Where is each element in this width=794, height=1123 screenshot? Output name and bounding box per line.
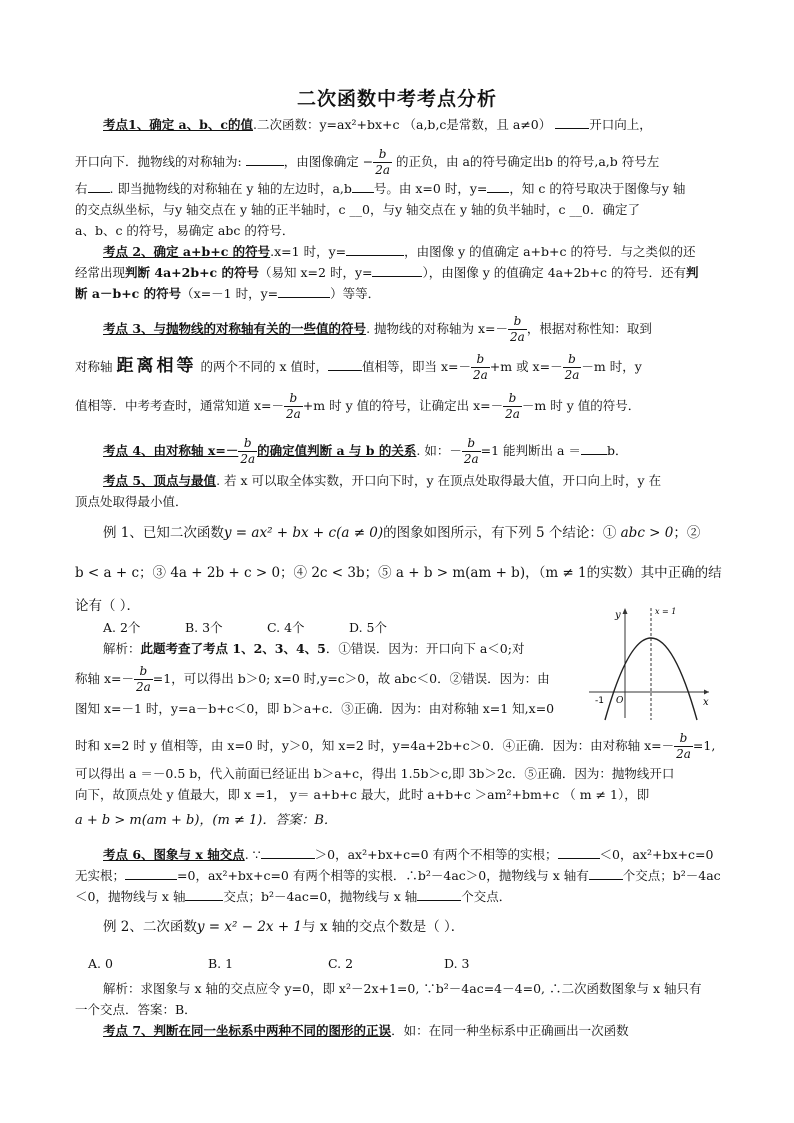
k1-text: .二次函数：y=ax²+bx+c （a,b,c是常数，且 a≠0）: [253, 117, 552, 132]
text: 右: [75, 181, 88, 196]
math: y = x² − 2x + 1: [196, 919, 303, 935]
text: ．①错误．因为：开口向下 a＜0;对: [325, 641, 525, 656]
math: abc > 0: [620, 525, 674, 541]
blank: [278, 285, 330, 298]
text: 值相等．中考考查时，通常知道 x=－: [75, 398, 284, 413]
frac-num: b: [373, 147, 392, 163]
text-bold: 判断 4a+2b+c 的符号: [125, 265, 260, 280]
k6-heading: 考点 6、图象与 x 轴交点: [103, 847, 245, 862]
k1-line5: a、b、c 的符号，易确定 abc 的符号．: [75, 223, 295, 238]
text: ；②: [673, 525, 701, 541]
ex2-line1: [103, 918, 725, 936]
fraction-b-2a: [238, 436, 257, 467]
blank: [328, 358, 362, 371]
blank: [558, 846, 600, 859]
text: =1,: [692, 738, 716, 753]
text: 对称轴: [75, 359, 113, 374]
text: =0，ax²+bx+c=0 有两个相等的实根．∴b²－4ac＞0，抛物线与 x 轴有: [177, 868, 589, 883]
k1-line4: 的交点纵坐标，与y 轴交点在 y 轴的正半轴时，c __0，与y 轴交点在 y 轴的负半轴时，c __0．确定了: [75, 202, 640, 217]
option-b: B. 1: [208, 956, 234, 971]
blank: [352, 180, 374, 193]
blank: [261, 846, 315, 859]
text: ＜0，抛物线与 x 轴: [75, 889, 186, 904]
x-axis-arrow: [704, 690, 709, 695]
blank: [589, 867, 623, 880]
k3-line2: [75, 352, 725, 383]
frac-den: 2a: [510, 330, 525, 344]
frac-num: b: [674, 731, 693, 747]
y-axis-arrow: [623, 608, 628, 614]
k4-heading2: 的确定值判断 a 与 b 的关系: [257, 443, 417, 458]
text: ＞0，ax²+bx+c=0 有两个不相等的实根；: [314, 847, 558, 862]
text: ，由图像确定: [283, 154, 359, 169]
k5-line2: 顶点处取得最小值．: [75, 494, 188, 509]
frac-num: b: [503, 391, 522, 407]
option-d: D. 3: [444, 956, 470, 971]
frac-den: 2a: [240, 452, 256, 466]
k6-line1: [103, 846, 725, 864]
option-c: C. 4个: [267, 620, 305, 635]
option-d: D. 5个: [349, 620, 387, 635]
fraction-b-2a: [373, 147, 392, 178]
text: . 即当抛物线的对称轴在 y 轴的左边时，a,b: [109, 181, 352, 196]
k6-line3: [75, 888, 725, 906]
k4-line1: [103, 436, 725, 467]
option-c: C. 2: [328, 956, 354, 971]
text: +m 或 x=－: [489, 359, 563, 374]
text-bold: 判: [686, 265, 699, 280]
frac-den: 2a: [676, 747, 691, 761]
graph-minus1-label: -1: [595, 696, 604, 706]
frac-den: 2a: [463, 452, 479, 466]
blank: [246, 153, 284, 166]
fraction-b-2a: [503, 391, 522, 422]
frac-num: b: [462, 436, 481, 452]
text: 个交点；b²－4ac: [622, 868, 721, 883]
jx-line6: 向下，故顶点处 y 值最大，即 x =1， y＝ a+b+c 最大，此时 a+b+c ＞am²+bm+c （ m ≠ 1），即: [75, 787, 650, 802]
k2-line2: [75, 264, 725, 282]
frac-num: b: [563, 352, 582, 368]
fraction-b-2a: [462, 436, 481, 467]
k5-heading: 考点 5、顶点与最值: [103, 473, 217, 488]
k1-line3: [75, 180, 725, 198]
text: （易知 x=2 时，y=: [259, 265, 373, 280]
k3-wide-text: 距离相等: [116, 356, 197, 376]
frac-den: 2a: [375, 163, 390, 177]
text: 的两个不同的 x 值时，: [200, 359, 328, 374]
fraction-b-2a: [284, 391, 303, 422]
graph-origin-label: O: [616, 696, 624, 706]
text: 交点；b²－4ac=0，抛物线与 x 轴: [223, 889, 418, 904]
frac-den: 2a: [564, 368, 580, 382]
k3-line1: [103, 314, 725, 345]
ex2-options: [88, 955, 738, 973]
frac-den: 2a: [286, 407, 301, 421]
k2-line3: [75, 285, 725, 303]
text: ）等等．: [330, 286, 381, 301]
text: 例 2、二次函数: [103, 919, 197, 935]
text: . ∵: [244, 847, 261, 862]
graph-x-label: x: [703, 697, 709, 708]
text: ，知 c 的符号取决于图像与y 轴: [509, 181, 686, 196]
text: 开口向下．抛物线的对称轴为:: [75, 154, 242, 169]
blank: [372, 264, 422, 277]
text: 经常出现: [75, 265, 126, 280]
k2-heading: 考点 2、确定 a+b+c 的符号: [103, 244, 271, 259]
frac-num: b: [134, 664, 153, 680]
blank: [125, 867, 177, 880]
frac-num: b: [471, 352, 490, 368]
text: 个交点．: [461, 889, 512, 904]
graph-x1-label: x = 1: [655, 607, 677, 616]
text: 与 x 轴的交点个数是（ ）．: [302, 919, 465, 935]
k1-line1: [103, 116, 725, 134]
ex1-line1: [103, 524, 725, 542]
k7-line1: [103, 1022, 725, 1040]
fraction-b-2a: [471, 352, 490, 383]
jx-line7: a + b > m(am + b)，(m ≠ 1)．答案：B．: [75, 813, 337, 828]
text: －m 时，y: [581, 359, 642, 374]
text: . 若 x 可以取全体实数，开口向下时，y 在顶点处取得最大值，开口向上时，y 在: [216, 473, 662, 488]
jx-line4: [75, 731, 725, 762]
parabola-graph: [585, 604, 717, 722]
fraction-b-2a: [563, 352, 582, 383]
math: y = ax² + bx + c(a ≠ 0): [223, 525, 384, 541]
frac-num: b: [508, 314, 527, 330]
option-b: B. 3个: [185, 620, 223, 635]
text: =1，可以得出 b＞0; x=0 时,y=c＞0，故 abc＜0．②错误．因为：由: [152, 671, 550, 686]
k1-line2: [75, 147, 725, 178]
frac-minus: −: [362, 154, 374, 169]
ex1-line3: 论有（ ）．: [75, 598, 141, 614]
k3-heading: 考点 3、与抛物线的对称轴有关的一些值的符号: [103, 321, 367, 336]
k6-line2: [75, 867, 725, 885]
fraction-b-2a: [674, 731, 693, 762]
text: =1 能判断出 a ＝: [480, 443, 581, 458]
blank: [346, 243, 404, 256]
page-title: 二次函数中考考点分析: [296, 88, 497, 110]
text-bold: 此题考查了考点 1、2、3、4、5: [140, 641, 326, 656]
frac-num: b: [238, 436, 257, 452]
text: ），由图像 y 的值确定 4a+2b+c 的符号．还有: [422, 265, 686, 280]
k1-tail: 开口向上，: [589, 117, 652, 132]
text: 的图象如图所示，有下列 5 个结论：①: [383, 525, 617, 541]
text: 的正负，由 a的符号确定出b 的符号,a,b 符号左: [395, 154, 660, 169]
text: 解析：: [103, 641, 141, 656]
k5-line1: [103, 472, 725, 490]
text: 值相等，即当 x=－: [361, 359, 471, 374]
frac-den: 2a: [136, 680, 151, 694]
k4-heading: 考点 4、由对称轴 x=－: [103, 443, 239, 458]
text: （x=－1 时，y=: [181, 286, 279, 301]
blank: [555, 116, 589, 129]
text: . 抛物线的对称轴为 x=－: [366, 321, 509, 336]
k7-heading: 考点 7、判断在同一坐标系中两种不同的图形的正误: [103, 1023, 392, 1038]
k3-line3: [75, 391, 725, 422]
text: b．: [606, 443, 628, 458]
k2-line1: [103, 243, 725, 261]
option-a: A. 2个: [103, 620, 141, 635]
blank: [487, 180, 509, 193]
option-a: A. 0: [88, 956, 113, 971]
fraction-b-2a: [508, 314, 527, 345]
ex2-analysis2: 一个交点．答案：B．: [75, 1002, 197, 1017]
text: ，由图像 y 的值确定 a+b+c 的符号．与之类似的还: [404, 244, 696, 259]
text: 称轴 x=－: [75, 671, 134, 686]
text: ，根据对称性知：取到: [526, 321, 652, 336]
ex1-line2: b < a + c；③ 4a + 2b + c > 0；④ 2c < 3b；⑤ a + b > m(am + b)，（m ≠ 1的实数）其中正确的结: [75, 565, 722, 581]
text: 无实根；: [75, 868, 126, 883]
blank: [581, 442, 607, 455]
blank: [417, 888, 461, 901]
jx-line5: 可以得出 a ＝－0.5 b，代入前面已经证出 b＞a+c，得出 1.5b＞c,即 3b＞2c．⑤正确．因为：抛物线开口: [75, 766, 675, 781]
text: .x=1 时，y=: [270, 244, 347, 259]
jx-line3: 图知 x=－1 时，y=a－b+c＜0，即 b＞a+c．③正确．因为：由对称轴 x=1 知,x=0: [75, 701, 555, 716]
graph-y-label: y: [615, 610, 621, 621]
blank: [185, 888, 223, 901]
text: . 如：－: [416, 443, 462, 458]
text: +m 时 y 值的符号，让确定出 x=－: [302, 398, 504, 413]
frac-den: 2a: [472, 368, 488, 382]
blank: [88, 180, 110, 193]
text-bold: 断 a－b+c 的符号: [75, 286, 182, 301]
text: －m 时 y 值的符号．: [521, 398, 641, 413]
frac-den: 2a: [505, 407, 520, 421]
ex2-analysis1: 解析：求图象与 x 轴的交点应令 y=0，即 x²－2x+1=0, ∵b²－4ac=4－4=0, ∴二次函数图象与 x 轴只有: [103, 981, 702, 996]
text: ＜0，ax²+bx+c=0: [599, 847, 714, 862]
text: 例 1、已知二次函数: [103, 525, 224, 541]
fraction-b-2a: [134, 664, 153, 695]
k1-heading: 考点1、确定 a、b、c的值: [103, 117, 254, 132]
text: ．如：在同一种坐标系中正确画出一次函数: [391, 1023, 629, 1038]
frac-num: b: [284, 391, 303, 407]
text: 时和 x=2 时 y 值相等，由 x=0 时，y＞0，知 x=2 时，y=4a+2b+c＞0．④正确．因为：由对称轴 x=－: [75, 738, 675, 753]
text: 号。由 x=0 时，y=: [373, 181, 488, 196]
